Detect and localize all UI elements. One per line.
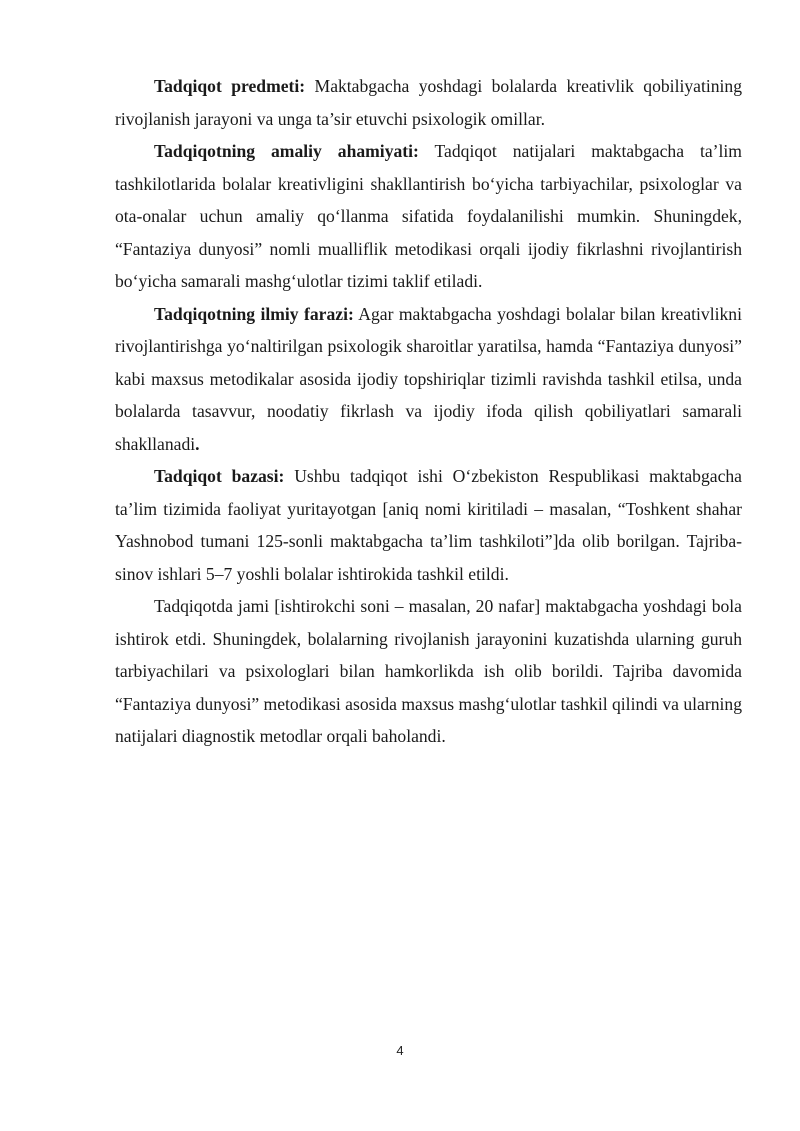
- page-number: 4: [396, 1043, 404, 1058]
- paragraph-tail: .: [195, 433, 200, 454]
- paragraph-text: Agar maktabgacha yoshdagi bolalar bilan kreativlikni rivojlantirishga yo‘naltirilgan psixologik sharoitlar yaratilsa, hamda “Fantaziya dunyosi” kabi maxsus metodikalar asosida ijodiy topshiriqlar tizimli ravishda tashkil etilsa, unda bolalarda tasavvur, noodatiy fikrlash va ijodiy ifoda qilish qobiliyatlari samarali shakllanadi: [115, 303, 742, 454]
- paragraph-participants: [115, 590, 742, 753]
- paragraph-research-base: [115, 460, 742, 590]
- paragraph-heading: Tadqiqotning ilmiy farazi:: [154, 303, 354, 324]
- paragraph-heading: Tadqiqot bazasi:: [154, 466, 285, 486]
- paragraph-text: Maktabgacha yoshdagi bolalarda kreativlik qobiliyatining rivojlanish jarayoni va unga ta’sir etuvchi psixologik omillar.: [115, 76, 743, 129]
- paragraph-text: Tadqiqot natijalari maktabgacha ta’lim tashkilotlarida bolalar kreativligini shakllantirish bo‘yicha tarbiyachilar, psixologlar va ota-onalar uchun amaliy qo‘llanma sifatida foydalanilishi mumkin. Shuningdek, “Fantaziya dunyosi” nomli mualliflik metodikasi orqali ijodiy fikrlashni rivojlantirish bo‘yicha samarali mashg‘ulotlar tizimi taklif etiladi.: [115, 141, 742, 291]
- paragraph-text: Tadqiqotda jami [ishtirokchi soni – masalan, 20 nafar] maktabgacha yoshdagi bola ishtirok etdi. Shuningdek, bolalarning rivojlanish jarayonini kuzatishda ularning guruh tarbiyachilari va psixologlari bilan hamkorlikda ish olib borildi. Tajriba davomida “Fantaziya dunyosi” metodikasi asosida maxsus mashg‘ulotlar tashkil qilindi va ularning natijalari diagnostik metodlar orqali baholandi.: [115, 596, 742, 746]
- paragraph-heading: Tadqiqot predmeti:: [154, 76, 306, 96]
- paragraph-scientific-hypothesis: [115, 298, 742, 461]
- document-body: [115, 70, 742, 753]
- paragraph-practical-significance: [115, 135, 742, 298]
- paragraph-research-subject: [115, 70, 742, 135]
- paragraph-heading: Tadqiqotning amaliy ahamiyati:: [154, 141, 419, 161]
- paragraph-text: Ushbu tadqiqot ishi O‘zbekiston Respublikasi maktabgacha ta’lim tizimida faoliyat yuritayotgan [aniq nomi kiritiladi – masalan, “Toshkent shahar Yashnobod tumani 125-sonli maktabgacha ta’lim tashkiloti”]da olib borilgan. Tajriba-sinov ishlari 5–7 yoshli bolalar ishtirokida tashkil etildi.: [115, 466, 742, 584]
